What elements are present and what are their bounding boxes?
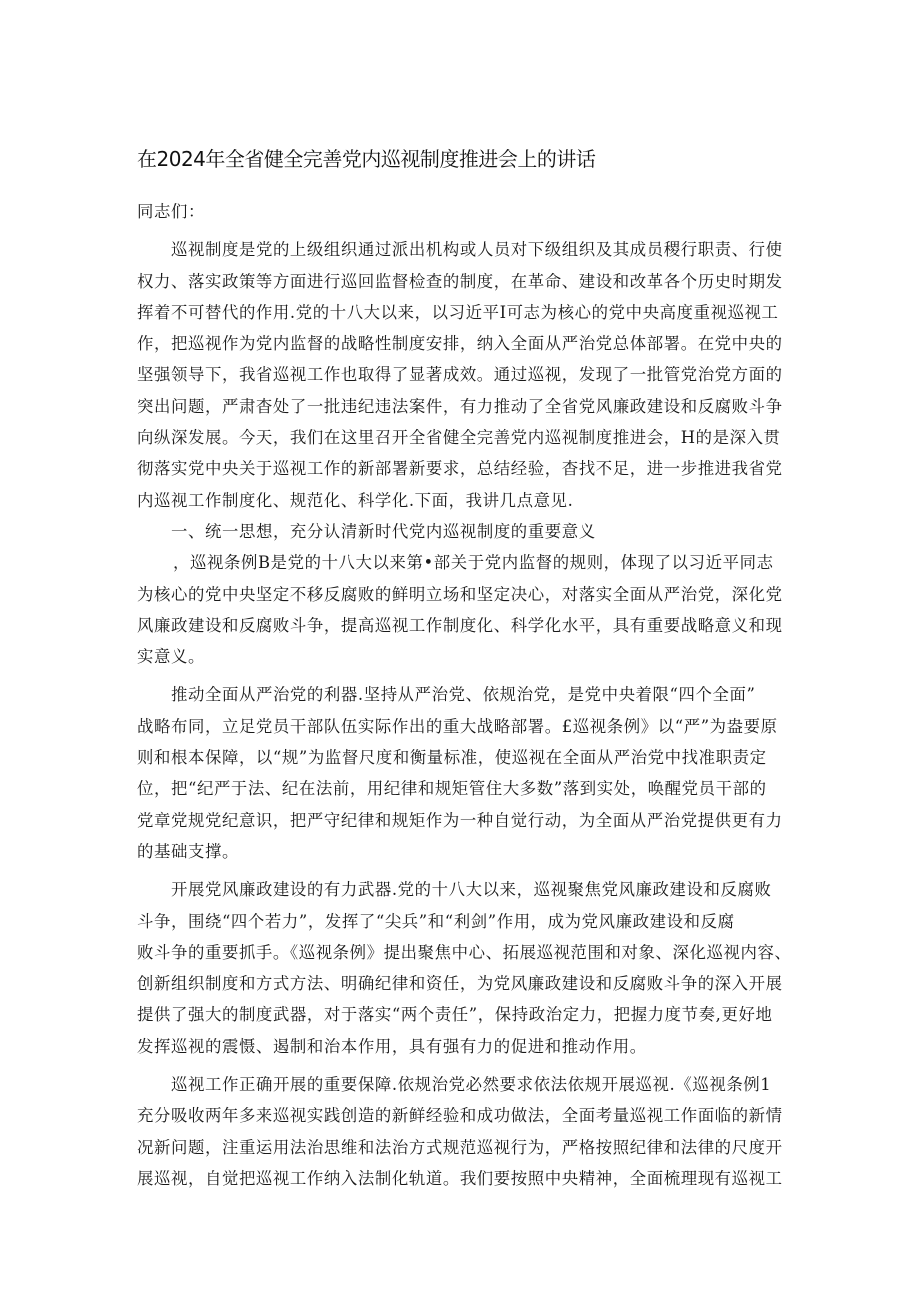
text-line: 位，把“纪严于法、纪在法前，用纪律和规矩管住大多数”落到实处，唤醒党员干部的 (137, 779, 767, 799)
text-line: 巡视制度是党的上级组织通过派出机构或人员对下级组织及其成员稷行职责、行使 (171, 240, 783, 260)
text-line: 则和根本保障，以“规”为监督尺度和衡量标准，使巡视在全面从严治党中找准职责定 (137, 748, 767, 768)
text-line: 的基础支撑。 (137, 841, 239, 861)
text-line: 巡视工作正确开展的重要保障.依规治党必然要求依法依规开展巡视.《巡视条例1 (171, 1075, 772, 1095)
text-line: 创新组织制度和方式方法、明确纪律和资任，为党风廉政建设和反腐败斗争的深入开展 (137, 974, 783, 994)
text-line: 况新问题，注重运用法治思维和法治方式规范巡视行为，严格按照纪律和法律的尺度开 (137, 1137, 783, 1157)
text-line: 发挥巡视的震慑、遏制和治本作用，具有强有力的促进和推动作用。 (137, 1036, 647, 1056)
text-line: 战略布同，立足党员干部队伍实际作出的重大战略部署。£巡视条例》以“严”为盎要原 (137, 716, 778, 736)
text-line: 作，把巡视作为党内监督的战略性制度安排，纳入全面从严治党总体部署。在党中央的 (137, 334, 783, 354)
salutation: 同志们： (137, 202, 205, 221)
text-line: 坚强领导下，我省巡视工作也取得了显著成效。通过巡视，发现了一批管党治党方面的 (137, 365, 783, 385)
text-line: 党章党规党纪意识，把严守纪律和规矩作为一种自觉行动，为全面从严治党提供更有力 (137, 810, 783, 830)
section-heading: 一、统一思想，充分认清新时代党内巡视制度的重要意义 (171, 521, 596, 541)
text-line: 内巡视工作制度化、规范化、科学化.下面，我讲几点意见. (137, 490, 574, 510)
text-line: 展巡视，自觉把巡视工作纳入法制化轨道。我们要按照中央精神，全面梳理现有巡视工 (137, 1168, 783, 1188)
text-line: 推动全面从严治党的利器.坚持从严治党、依规治党，是党中央着限“四个全面” (171, 685, 756, 705)
document-body (137, 196, 797, 1194)
text-line: 败斗争的重要抓手。《巡视条例》提出聚焦中心、拓展巡视范围和对象、深化巡视内容、 (137, 942, 792, 962)
text-line: 向纵深发展。今天，我们在这里召开全省健全完善党内巡视制度推进会，H的是深入贯 (137, 428, 781, 448)
text-line: 提供了强大的制度武器，对于落实“两个责任”，保持政治定力，把握力度节奏,更好地 (137, 1005, 773, 1025)
text-line: 挥着不可替代的作用.党的十八大以来，以习近平I可志为核心的党中央高度重视巡视工 (137, 302, 779, 322)
text-line: 风廉政建设和反腐败斗争，提高巡视工作制度化、科学化水平，具有重要战略意义和现 (137, 615, 783, 635)
text-line: 权力、落实政策等方面进行巡回监督检查的制度，在革命、建设和改革各个历史时期发 (137, 271, 783, 291)
text-line: ，巡视条例B是党的十八大以来第•部关于党内监督的规则，体现了以习近平同志 (173, 553, 774, 573)
text-line: 实意义。 (137, 647, 205, 667)
text-line: 开展党风廉政建设的有力武器.党的十八大以来，巡视聚焦党风廉政建设和反腐败 (171, 880, 772, 900)
text-line: 突出问题，严肃杳处了一批违纪违法案件，有力推动了全省党风廉政建设和反腐败斗争 (137, 396, 783, 416)
text-line: 斗争，围绕“四个若力”，发挥了“尖兵”和“利剑”作用，成为党风廉政建设和反腐 (137, 911, 735, 931)
text-line: 为核心的党中央坚定不移反腐败的鲜明立场和坚定决心，对落实全面从严治党，深化党 (137, 584, 783, 604)
text-line: 彻落实党中央关于巡视工作的新部署新要求，总结经验，杳找不足，进一步推进我省党 (137, 459, 783, 479)
text-line: 充分吸收两年多来巡视实践创造的新鲜经验和成功做法，全面考量巡视工作面临的新情 (137, 1106, 783, 1126)
page-title: 在2024年全省健全完善党内巡视制度推进会上的讲话 (137, 147, 596, 171)
